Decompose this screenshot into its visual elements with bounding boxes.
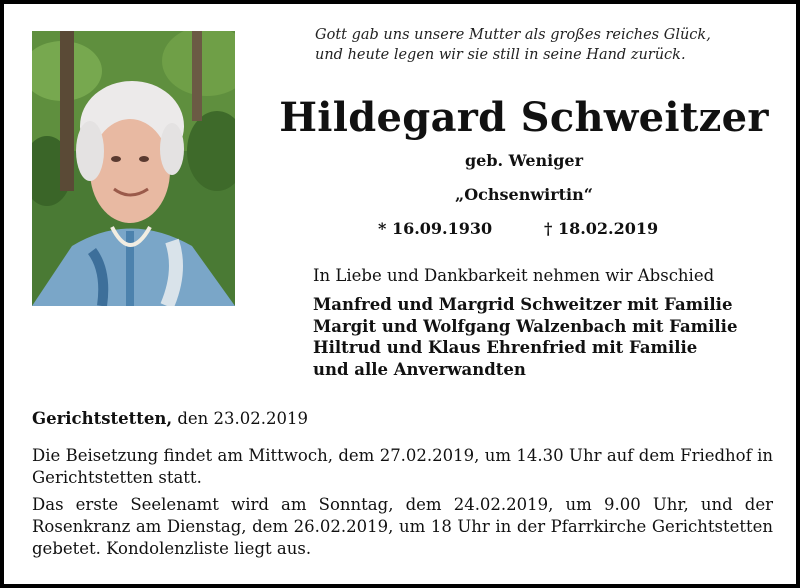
burial-info: Die Beisetzung findet am Mittwoch, dem 27.02.2019, um 14.30 Uhr auf dem Friedhof in Gerichtstetten statt. <box>32 446 773 487</box>
obituary-notice <box>4 4 796 584</box>
family-member: und alle Anverwandten <box>313 359 526 379</box>
birth-date: * 16.09.1930 <box>378 219 493 238</box>
mass-info: Das erste Seelenamt wird am Sonntag, dem 24.02.2019, um 9.00 Uhr, und der Rosenkranz am Dienstag, dem 26.02.2019, um 18 Uhr in der Pfarrkirche Gerichtstetten gebetet. Kondolenzliste liegt aus. <box>32 495 773 558</box>
quote-line: und heute legen wir sie still in seine Hand zurück. <box>315 47 686 63</box>
birth-name: geb. Weniger <box>464 151 584 170</box>
death-date: † 18.02.2019 <box>544 219 659 238</box>
memorial-quote <box>315 25 755 65</box>
nickname: „Ochsenwirtin“ <box>455 185 593 204</box>
portrait-photo-illustration <box>32 31 235 306</box>
place-date <box>32 408 308 430</box>
family-member: Manfred und Margrid Schweitzer mit Familie <box>313 295 733 314</box>
family-member: Margit und Wolfgang Walzenbach mit Familie <box>313 316 738 336</box>
family-member: Hiltrud und Klaus Ehrenfried mit Familie <box>313 338 698 357</box>
notice-date: den 23.02.2019 <box>177 409 309 428</box>
deceased-name: Hildegard Schweitzer <box>279 94 769 141</box>
place-name: Gerichtstetten, <box>32 409 173 428</box>
farewell-text: In Liebe und Dankbarkeit nehmen wir Abschied <box>313 266 715 285</box>
family-list <box>313 294 737 380</box>
portrait-photo <box>32 31 235 306</box>
quote-line: Gott gab uns unsere Mutter als großes reiches Glück, <box>315 27 711 43</box>
